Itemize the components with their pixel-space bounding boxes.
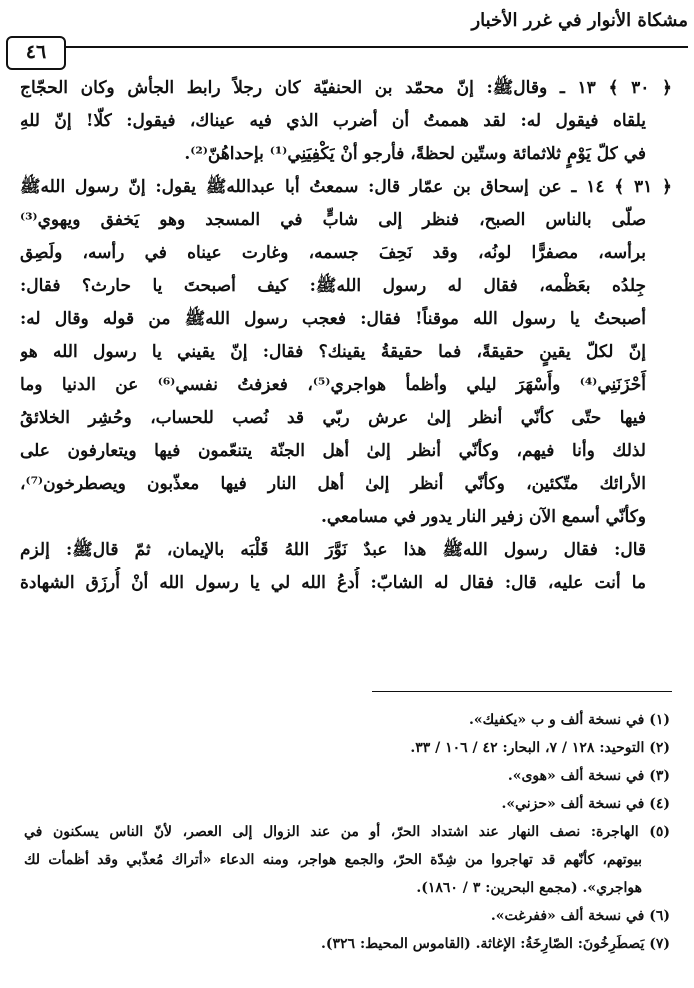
text-line: يلقاه فيقول له: لقد هممتُ أن أضرب الذي فيه عيناك، فيقول: كلّا! إنّ للهِ (20, 111, 646, 131)
text-line: أصبحتُ يا رسول الله موقناً! فقال: فعجب رسول اللهﷺ من قوله وقال له: (20, 309, 646, 329)
text-line: جِلدُه بعَظْمه، فقال له رسول اللهﷺ: كيف أصبحتَ يا حارث؟ فقال: (20, 276, 646, 296)
text-line: ما أنت عليه، قال: فقال له الشابّ: أُدعُ الله لي يا رسول الله أنْ أُرزَق الشهادة (20, 573, 646, 593)
footnote-continuation: بيوتهم، كأنّهم قد تهاجروا من شِدّة الحرّ، والجمع هواجر، ومنه الدعاء «أتراك مُعذّبي وقد أظمأت لك (24, 852, 642, 868)
text-line: في كلّ يَوْمٍ ثلاثمائة وستّين لحظةً، فأرجو أنْ يَكْفِيَنِي⁽¹⁾ بإحداهُنّ⁽²⁾. (184, 144, 646, 164)
text-line: الأرائك متّكئين، وكأنّي أنظر إلىٰ أهل النار فيها معذّبون ويصطرخون⁽⁷⁾، (20, 474, 646, 494)
header-rule (52, 46, 688, 48)
text-line: إنّ لكلّ يقينٍ حقيقةً، فما حقيقةُ يقينك؟ فقال: إنّ يقيني يا رسول الله هو (20, 342, 646, 362)
text-line: وكأنّي أسمع الآن زفير النار يدور في مسامعي. (320, 507, 646, 527)
text-line: لذلك وأنا فيهم، وكأنّي أنظر إلىٰ أهل الجنّة يتنعّمون فيها ويتعارفون على (20, 441, 646, 461)
footnote: (٢) التوحيد: ١٢٨ / ٧، البحار: ٤٢ / ١٠٦ / ٣٣. (410, 740, 670, 756)
footnote: (٦) في نسخة ألف «ففرغت». (490, 908, 670, 924)
footnote: (٤) في نسخة ألف «حزني». (501, 796, 670, 812)
footnote-continuation: هواجري». (مجمع البحرين: ٣ / ١٨٦٠). (416, 880, 642, 896)
running-header-title: مشكاة الأنوار في غرر الأخبار (471, 10, 688, 31)
footnotes (24, 706, 670, 958)
footnote: (٣) في نسخة ألف «هوى». (507, 768, 670, 784)
text-line: ﴿ ٣١ ﴾ ١٤ ـ عن إسحاق بن عمّار قال: سمعتُ أبا عبداللهﷺ يقول: إنّ رسول اللهﷺ (20, 177, 672, 197)
main-text (20, 72, 672, 600)
footnote-separator (372, 691, 672, 692)
text-line: أَحْزَنَنِي⁽⁴⁾ وأَسْهَرَ ليلي وأظمأ هواجري⁽⁵⁾، فعزفتُ نفسي⁽⁶⁾ عن الدنيا وما (20, 375, 647, 395)
text-line: برأسه، مصفرًّا لونُه، وقد نَحِفَ جسمه، وغارت عيناه في رأسه، ولَصِق (20, 243, 646, 263)
text-line: صلّى بالناس الصبح، فنظر إلى شابٍّ في المسجد وهو يَخفق ويهوي⁽³⁾ (20, 210, 646, 230)
text-line: ﴿ ٣٠ ﴾ ١٣ ـ وقالﷺ: إنّ محمّد بن الحنفيّة كان رجلاً رابط الجأش وكان الحجّاج (20, 78, 672, 98)
page-number: ٤٦ (6, 36, 66, 70)
footnote: (٥) الهاجرة: نصف النهار عند اشتداد الحرّ، أو من عند الزوال إلى العصر، لأنّ الناس يسكنون في (24, 824, 670, 840)
footnote: (٧) يَصطَرِخُونَ: الصّارِخَةُ: الإغاثة. (القاموس المحيط: ٣٢٦). (321, 936, 670, 952)
text-line: فيها حتّى كأنّي أنظر إلىٰ عرش ربّي قد نُصب للحساب، وحُشِر الخلائقُ (20, 408, 646, 428)
text-line: قال: فقال رسول اللهﷺ هذا عبدٌ نَوَّرَ اللهُ قَلْبَه بالإيمان، ثمّ قالﷺ: إلزم (20, 540, 646, 560)
footnote: (١) في نسخة ألف و ب «يكفيك». (468, 712, 670, 728)
